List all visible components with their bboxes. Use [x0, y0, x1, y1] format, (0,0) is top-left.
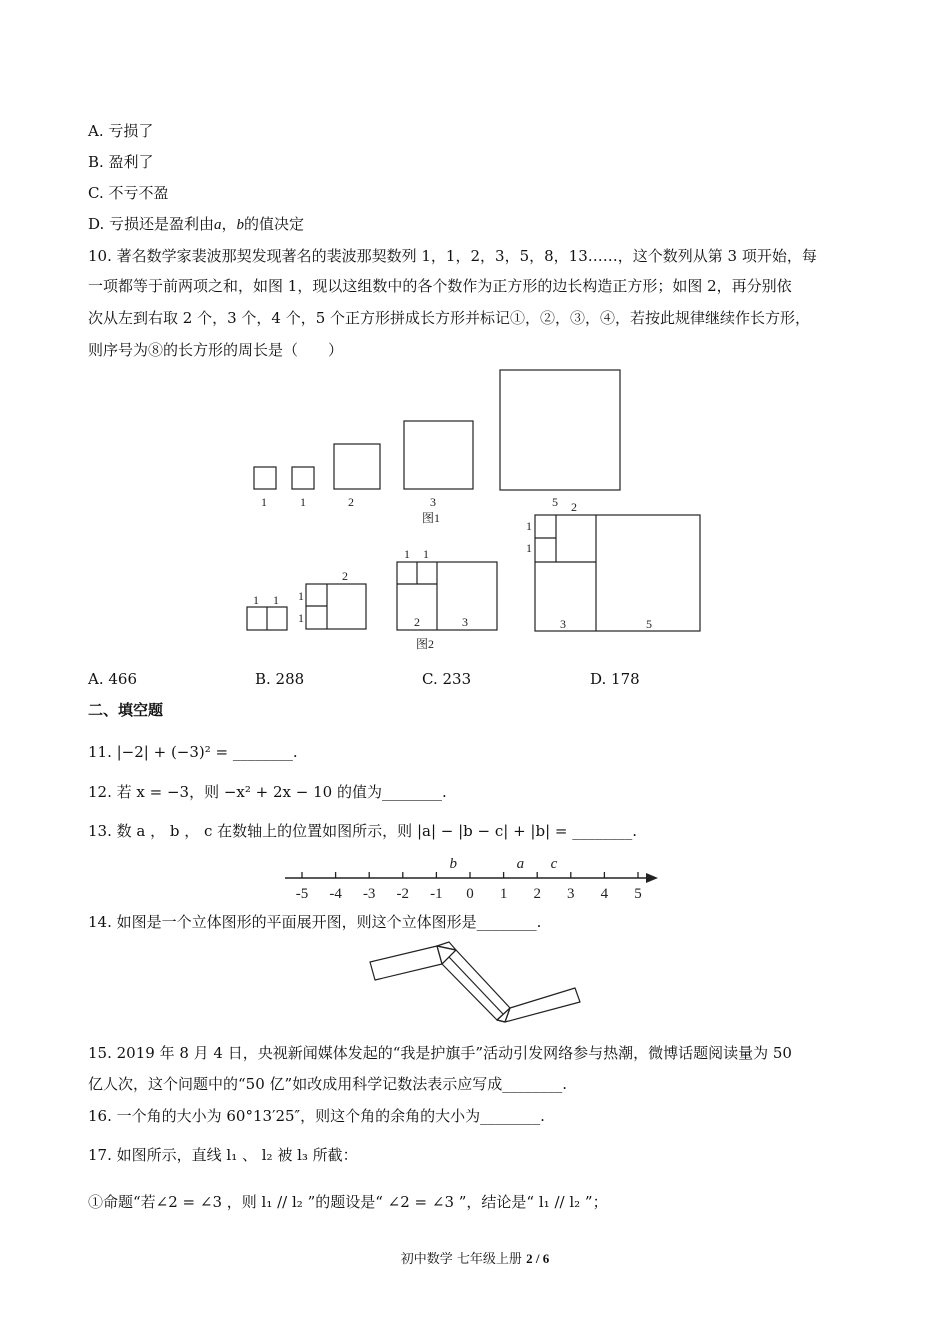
- q10-line2: 一项都等于前两项之和，如图 1，现以这组数中的各个数作为正方形的边长构造正方形；如图 2，再分别依: [88, 277, 792, 295]
- tick-label: 0: [466, 886, 474, 902]
- tick-label: 2: [533, 886, 541, 902]
- tick-label: -3: [362, 886, 376, 902]
- q12: 12. 若 x = −3，则 −x² + 2x − 10 的值为________.: [88, 783, 447, 801]
- q10-option-c: C. 233: [422, 670, 472, 688]
- footer-text: 初中数学 七年级上册: [400, 1252, 522, 1267]
- q15-line1: 15. 2019 年 8 月 4 日，央视新闻媒体发起的“我是护旗手”活动引发网络参与热潮，微博话题阅读量为 50: [88, 1044, 792, 1062]
- q9-option-b: B. 盈利了: [88, 153, 154, 171]
- q9-option-d-prefix: D. 亏损还是盈利由: [88, 215, 215, 233]
- q10-line1: 10. 著名数学家裴波那契发现著名的裴波那契数列 1，1，2，3，5，8，13……，这个数列从第 3 项开始，每: [88, 247, 817, 265]
- q13: 13. 数 a ， b ， c 在数轴上的位置如图所示，则 |a| − |b − c| + |b| = ________.: [88, 822, 638, 840]
- fig1-square-2: [334, 444, 380, 489]
- fig2-r3-label-2: 2: [414, 615, 420, 629]
- fig1-caption: 图1: [422, 511, 441, 525]
- fig2-r4-label-2: 2: [571, 500, 577, 514]
- fig2-r1-label-b: 1: [273, 593, 279, 607]
- var-b: b: [236, 217, 245, 233]
- tick-label: -5: [295, 886, 309, 902]
- fig2-r3-label-1b: 1: [423, 547, 429, 561]
- net-triangle-top-2: [437, 942, 456, 950]
- point-label-c: c: [550, 856, 558, 872]
- fig2-r3-label-1a: 1: [404, 547, 410, 561]
- q9-option-c: C. 不亏不盈: [88, 184, 169, 202]
- fig2-rect-3: [397, 562, 497, 630]
- q10-option-b: B. 288: [255, 670, 305, 688]
- q14: 14. 如图是一个立体图形的平面展开图，则这个立体图形是________.: [88, 913, 542, 931]
- q17-item1: ①命题“若∠2 = ∠3 ，则 l₁ // l₂ ”的题设是“ ∠2 = ∠3 ”，结论是“ l₁ // l₂ ”；: [88, 1193, 608, 1211]
- page-number: 2 / 6: [526, 1251, 550, 1266]
- q16: 16. 一个角的大小为 60°13′25″，则这个角的余角的大小为________.: [88, 1107, 545, 1125]
- q9-option-a: A. 亏损了: [88, 122, 154, 140]
- fig2-r1-label-a: 1: [253, 593, 259, 607]
- fig1-label-5: 5: [552, 495, 558, 509]
- fig1-square-3: [404, 421, 473, 489]
- net-rect-left: [370, 946, 442, 980]
- fig1-square-1a: [254, 467, 276, 489]
- page-footer: [0, 1248, 950, 1267]
- fig1-square-1b: [292, 467, 314, 489]
- fig2-r4-label-1a: 1: [526, 519, 532, 533]
- q9-option-d-sep: ，: [221, 215, 237, 233]
- tick-label: 5: [634, 886, 642, 902]
- q9-option-d: [88, 214, 304, 235]
- var-a: a: [214, 217, 222, 233]
- tick-label: 1: [499, 886, 508, 902]
- fig2-r4-label-3: 3: [560, 617, 566, 631]
- q17: 17. 如图所示，直线 l₁ 、 l₂ 被 l₃ 所截：: [88, 1146, 358, 1164]
- fig1-label-3: 3: [430, 495, 436, 509]
- number-line-arrow: [646, 873, 658, 883]
- q9-option-d-suffix: 的值决定: [244, 215, 305, 233]
- fig1-square-5: [500, 370, 620, 490]
- prism-net: [360, 940, 590, 1030]
- fig1-label-1b: 1: [300, 495, 306, 509]
- section-title: 二、填空题: [88, 701, 164, 719]
- fig2-r2-label-1b: 1: [298, 611, 304, 625]
- q10-option-d: D. 178: [590, 670, 640, 688]
- tick-label: 3: [567, 886, 575, 902]
- number-line: [280, 852, 670, 902]
- point-label-b: b: [449, 856, 457, 872]
- fibonacci-figures: [0, 360, 950, 660]
- point-label-a: a: [516, 856, 525, 872]
- tick-label: -2: [396, 886, 410, 902]
- fig2-rect-4: [535, 515, 700, 631]
- fig2-r2-label-2: 2: [342, 569, 348, 583]
- fig2-r3-label-3: 3: [462, 615, 468, 629]
- q10-line4: 则序号为⑧的长方形的周长是（ ）: [88, 341, 344, 359]
- tick-label: 4: [600, 886, 609, 902]
- net-rect-right: [505, 988, 580, 1022]
- q10-option-a: A. 466: [88, 670, 137, 688]
- q10-line3: 次从左到右取 2 个，3 个，4 个，5 个正方形拼成长方形并标记①，②，③，④，若按此规律继续作长方形，: [88, 309, 811, 327]
- fig1-label-1a: 1: [261, 495, 267, 509]
- fig1-label-2: 2: [348, 495, 354, 509]
- tick-label: -1: [430, 886, 443, 902]
- fig2-caption: 图2: [416, 637, 435, 651]
- fig2-r4-label-1b: 1: [526, 541, 532, 555]
- q15-line2: 亿人次，这个问题中的“50 亿”如改成用科学记数法表示应写成________.: [88, 1075, 567, 1093]
- fig2-r2-label-1a: 1: [298, 589, 304, 603]
- tick-label: -4: [329, 886, 342, 902]
- q11: 11. |−2| + (−3)² = ________.: [88, 743, 298, 761]
- fig2-r4-label-5: 5: [646, 617, 652, 631]
